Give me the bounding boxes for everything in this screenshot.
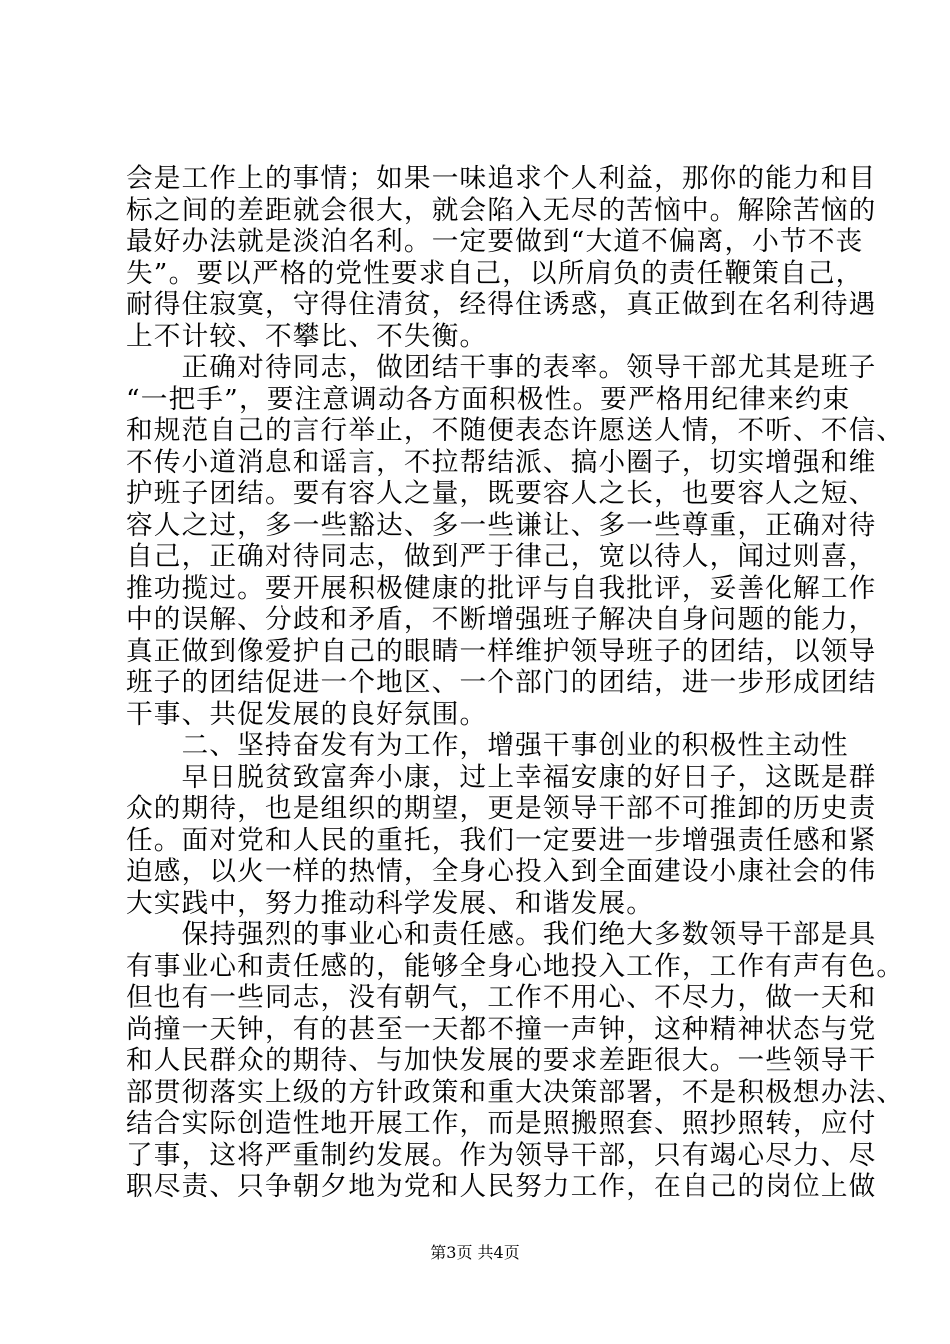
text-line: 上不计较、不攀比、不失衡。 — [126, 320, 488, 352]
text-line: 结合实际创造性地开展工作，而是照搬照套、照抄照转，应付 — [126, 1108, 877, 1139]
text-line: 了事，这将严重制约发展。作为领导干部，只有竭心尽力、尽 — [126, 1139, 877, 1171]
text-line: 尚撞一天钟，有的甚至一天都不撞一声钟，这种精神状态与党 — [126, 1013, 877, 1045]
text-line: 中的误解、分歧和矛盾，不断增强班子解决自身问题的能力， — [126, 604, 877, 635]
text-line: 和人民群众的期待、与加快发展的要求差距很大。一些领导干 — [126, 1045, 877, 1076]
text-line: 自己，正确对待同志，做到严于律己，宽以待人，闻过则喜， — [126, 541, 877, 572]
text-line: 推功揽过。要开展积极健康的批评与自我批评，妥善化解工作 — [126, 572, 877, 604]
text-line: 正确对待同志，做团结干事的表率。领导干部尤其是班子 — [126, 352, 877, 383]
page-number-footer: 第3页 共4页 — [430, 1243, 520, 1262]
text-line: 保持强烈的事业心和责任感。我们绝大多数领导干部是具 — [126, 919, 877, 950]
text-line: 职尽责、只争朝夕地为党和人民努力工作，在自己的岗位上做 — [126, 1171, 877, 1202]
text-line: 会是工作上的事情；如果一味追求个人利益，那你的能力和目 — [126, 163, 877, 194]
text-line: 有事业心和责任感的，能够全身心地投入工作，工作有声有色。 — [126, 950, 905, 982]
text-line: 不传小道消息和谣言，不拉帮结派、搞小圈子，切实增强和维 — [126, 446, 877, 478]
body-text — [126, 163, 905, 1203]
text-line: 班子的团结促进一个地区、一个部门的团结，进一步形成团结 — [126, 667, 877, 698]
text-line: 耐得住寂寞，守得住清贫，经得住诱惑，真正做到在名利待遇 — [126, 289, 877, 320]
text-line: 和规范自己的言行举止，不随便表态许愿送人情，不听、不信、 — [126, 415, 905, 446]
text-line: 标之间的差距就会很大，就会陷入无尽的苦恼中。解除苦恼的 — [126, 194, 877, 226]
text-line: 最好办法就是淡泊名利。一定要做到“大道不偏离，小节不丧 — [126, 226, 864, 257]
text-line: 早日脱贫致富奔小康，过上幸福安康的好日子，这既是群 — [126, 761, 877, 793]
text-line: “一把手”，要注意调动各方面积极性。要严格用纪律来约束 — [126, 383, 851, 415]
text-line: 容人之过，多一些豁达、多一些谦让、多一些尊重，正确对待 — [126, 509, 877, 541]
text-line: 任。面对党和人民的重托，我们一定要进一步增强责任感和紧 — [126, 824, 877, 856]
section-heading: 二、坚持奋发有为工作，增强干事创业的积极性主动性 — [126, 730, 849, 761]
text-line: 护班子团结。要有容人之量，既要容人之长，也要容人之短、 — [126, 478, 877, 509]
text-line: 失”。要以严格的党性要求自己，以所肩负的责任鞭策自己， — [126, 257, 864, 289]
text-line: 众的期待，也是组织的期望，更是领导干部不可推卸的历史责 — [126, 793, 877, 824]
text-line: 真正做到像爱护自己的眼睛一样维护领导班子的团结，以领导 — [126, 635, 877, 667]
text-line: 干事、共促发展的良好氛围。 — [126, 698, 488, 730]
text-line: 迫感，以火一样的热情，全身心投入到全面建设小康社会的伟 — [126, 856, 877, 887]
text-line: 部贯彻落实上级的方针政策和重大决策部署，不是积极想办法、 — [126, 1076, 905, 1108]
text-line: 但也有一些同志，没有朝气，工作不用心、不尽力，做一天和 — [126, 982, 877, 1013]
text-line: 大实践中，努力推动科学发展、和谐发展。 — [126, 887, 655, 919]
